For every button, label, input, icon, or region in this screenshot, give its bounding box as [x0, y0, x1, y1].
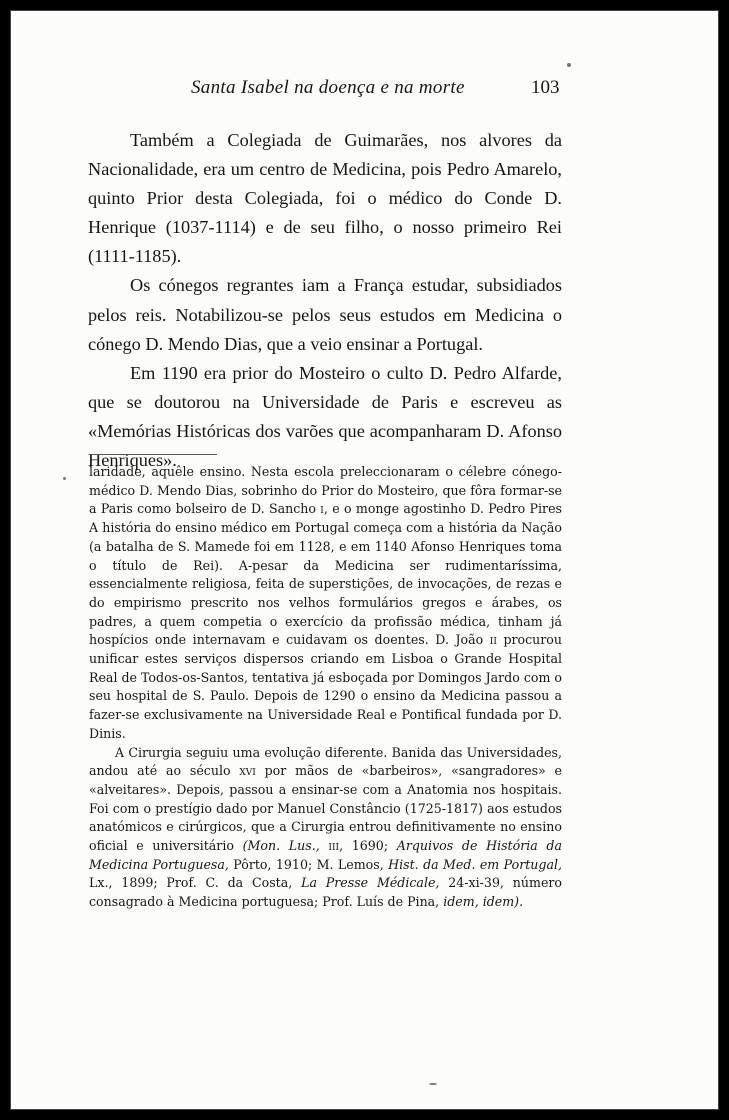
citation: Hist. da Med. em Portugal, [388, 856, 562, 872]
footnote [89, 463, 562, 912]
roman-numeral: iii [328, 838, 340, 854]
roman-numeral: xvi [239, 763, 256, 779]
footnote-separator [89, 454, 217, 455]
footnote-text: 24-xi-39, número consagrado à Medicina portuguesa; Prof. Luís de Pina, [89, 875, 563, 910]
print-speck [63, 477, 66, 480]
paragraph-3: Em 1190 era prior do Mosteiro o culto D. Pedro Alfarde, que se doutorou na Universidade de Paris e escreveu as «Memórias Históricas dos varões que acompanharam D. Afonso Henriques». [88, 362, 562, 471]
roman-numeral: i [320, 501, 324, 517]
footnote-text: por mãos de «barbeiros», «sangradores» e «alveitares». Depois, passou a ensinar-se com a Anatomia nos hospitais. Foi com o prestígio dado por Manuel Constâncio (1725-1817) aos estudos anatómicos e cirúrgicos, que a Cirurgia entrou definitivamente no ensino oficial e universitário [89, 763, 562, 854]
citation: Arquivos de História da Medicina Portuguesa, [89, 838, 563, 872]
roman-numeral: ii [489, 632, 497, 648]
footnote-text: laridade, aquêle ensino. Nesta escola preleccionaram o célebre cónego-médico D. Mendo Dias, sobrinho do Prior do Mosteiro, que fôra formar-se a Paris como bolseiro de D. Sancho [89, 464, 562, 517]
citation: La Presse Médicale, [301, 875, 440, 891]
citation: (Mon. Lus., [242, 838, 320, 854]
footnote-text: Pôrto, 1910; M. Lemos, [228, 856, 389, 872]
paragraph-2: Os cónegos regrantes iam a França estudar, subsidiados pelos reis. Notabilizou-se pelos seus estudos em Medicina o cónego D. Mendo Dias, que a veio ensinar a Portugal. [88, 275, 562, 354]
footnote-text: , 1690; [339, 838, 397, 854]
print-speck [429, 1083, 437, 1085]
main-text [88, 126, 562, 475]
page-number: 103 [531, 77, 560, 98]
footnote-paragraph-2 [89, 744, 562, 912]
footnote-paragraph-1 [89, 463, 562, 744]
paragraph-1: Também a Colegiada de Guimarães, nos alvores da Nacionalidade, era um centro de Medicina, pois Pedro Amarelo, quinto Prior desta Colegiada, foi o médico do Conde D. Henrique (1037-1114) e de seu filho, o nosso primeiro Rei (1111-1185). [88, 130, 562, 267]
print-speck [567, 63, 571, 67]
footnote-text: , e o monge agostinho D. Pedro Pires A história do ensino médico em Portugal começa com a história da Nação (a batalha de S. Mamede foi em 1128, e em 1140 Afonso Henriques toma o título de Rei). A-pesar da Medicina ser rudimentaríssima, essencialmente religiosa, feita de superstições, de invocações, de rezas e do empirismo prescrito nos velhos formulários gregos e árabes, os padres, a quem competia o exercício da profissão médica, tinham já hospícios onde internavam e cuidavam os doentes. D. João [89, 501, 562, 648]
running-head [11, 77, 718, 103]
running-title: Santa Isabel na doença e na morte [191, 77, 465, 98]
book-page [10, 10, 719, 1110]
footnote-text: A Cirurgia seguiu uma evolução diferente. Banida das Universidades, andou até ao século [89, 744, 562, 779]
footnote-text: Lx., 1899; Prof. C. da Costa, [89, 875, 302, 891]
citation: idem, idem). [443, 894, 524, 910]
footnote-text: procurou unificar estes serviços dispersos criando em Lisboa o Grande Hospital Real de Todos-os-Santos, tentativa já esboçada por Domingos Jardo com o seu hospital de S. Paulo. Depois de 1290 o ensino da Medicina passou a fazer-se exclusivamente na Universidade Real e Pontifical fundada por D. Dinis. [89, 632, 562, 741]
